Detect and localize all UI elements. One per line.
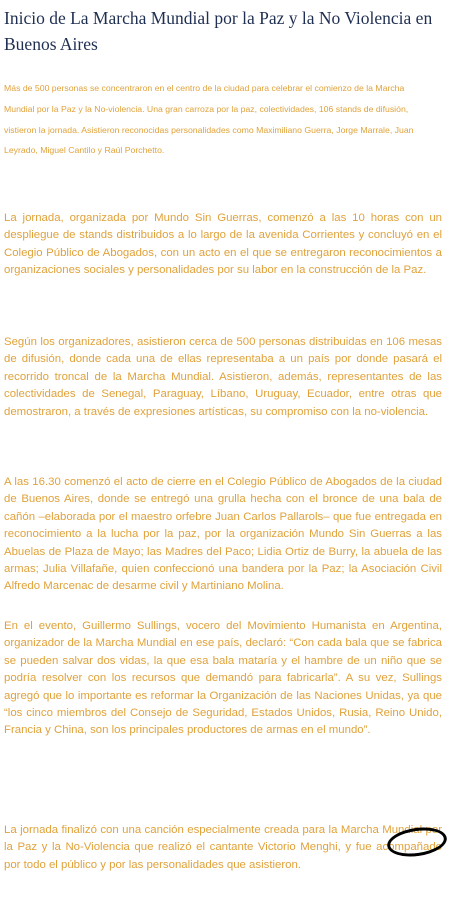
article-paragraph-3: A las 16.30 comenzó el acto de cierre en el Colegio Público de Abogados de la ciudad de Buenos Aires, donde se entregó una grulla hecha con el bronce de una bala de cañón –elaborada por el maestro orfebre Juan Carlos Pallarols– que fue entregada en reconocimiento a la lucha por la paz, por la organización Mundo Sin Guerras a las Abuelas de Plaza de Mayo; las Madres del Paco; Lidia Ortiz de Burry, la abuela de las armas; Julia Villafañe, quien confeccionó una bandera por la Paz; la Asociación Civil Alfredo Marcenac de desarme civil y Martiniano Molina. xyxy=(4,476,442,593)
article-paragraph-4: En el evento, Guillermo Sullings, vocero del Movimiento Humanista en Argentina, organizador de la Marcha Mundial en ese país, declaró: “Con cada bala que se fabrica se pueden salvar dos vidas, la que esa bala mataría y el hambre de un niño que se podría resolver con los recursos que demandó para fabricarla”. A su vez, Sullings agregó que lo importante es reformar la Organización de las Naciones Unidas, ya que “los cinco miembros del Consejo de Seguridad, Estados Unidos, Rusia, Reino Unido, Francia y China, son los principales productores de armas en el mundo”. xyxy=(4,620,442,737)
article-paragraph-1: La jornada, organizada por Mundo Sin Guerras, comenzó a las 10 horas con un despliegue de stands distribuidos a lo largo de la avenida Corrientes y concluyó en el Colegio Público de Abogados, con un acto en el que se entregaron reconocimientos a organizaciones sociales y personalidades por su labor en la construcción de la Paz. xyxy=(4,212,442,277)
article-title: Inicio de La Marcha Mundial por la Paz y la No Violencia en Buenos Aires xyxy=(4,8,433,54)
article-paragraph-5: La jornada finalizó con una canción especialmente creada para la Marcha Mundial por la Paz y la No-Violencia que realizó el cantante Victorio Menghi, y fue acompañado por todo el público y por las personalidades que asistieron. xyxy=(4,824,442,871)
article-paragraph-2: Según los organizadores, asistieron cerca de 500 personas distribuidas en 106 mesas de difusión, donde cada una de ellas representaba a un país por donde pasará el recorrido troncal de la Marcha Mundial. Asistieron, además, representantes de las colectividades de Senegal, Paraguay, Líbano, Uruguay, Ecuador, entre otras que demostraron, a través de expresiones artísticas, su compromiso con la no-violencia. xyxy=(4,336,442,418)
article-lead: Más de 500 personas se concentraron en el centro de la ciudad para celebrar el comienzo de la Marcha Mundial por la Paz y la No-violencia. Una gran carroza por la paz, colectividades, 106 stands de difusión, vistieron la jornada. Asistieron reconocidas personalidades como Maximiliano Guerra, Jorge Marrale, Juan Leyrado, Miguel Cantilo y Raúl Porchetto. xyxy=(4,83,414,156)
